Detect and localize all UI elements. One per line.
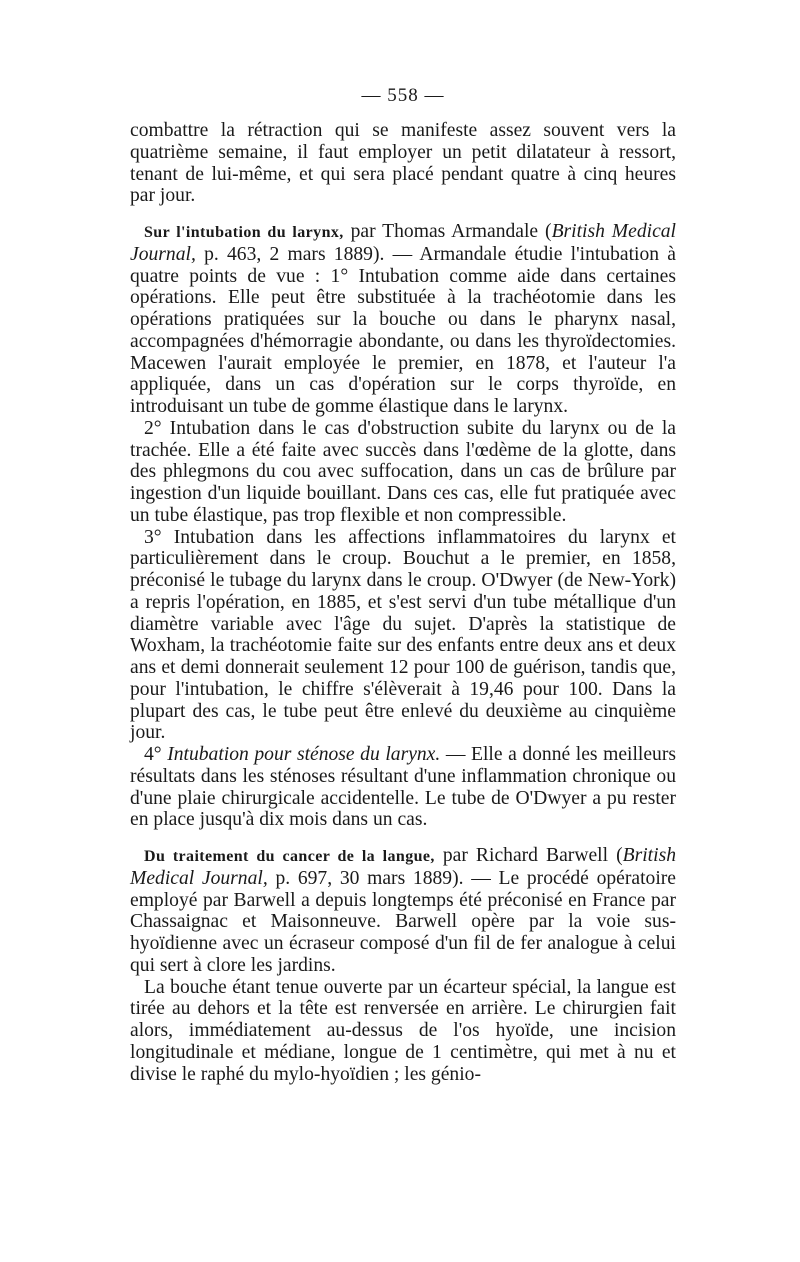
cancer-paragraph-2: La bouche étant tenue ouverte par un écarteur spécial, la langue est tirée au dehors et la tête est renversée en arrière. Le chirurgien fait alors, immédiatement au-dessus de l'os hyoïde, une incision longitudinale et médiane, longue de 1 centimètre, qui met à nu et divise le raphé du mylo-hyoïdien ; les génio- [130, 976, 676, 1085]
article-heading-cancer: Du traitement du cancer de la langue, [144, 848, 435, 865]
article-cancer-langue [130, 845, 676, 977]
article-intubation [130, 221, 676, 418]
book-page [130, 84, 676, 1085]
article-heading-intubation: Sur l'intubation du larynx, [144, 224, 344, 241]
article-author: par Thomas Armandale ( [343, 221, 552, 242]
article-body: p. 697, 30 mars 1889). — Le procédé opératoire employé par Barwell a depuis longtemps été préconisé en France par Chassaignac et Maisonneuve. Barwell opère par la voie sus-hyoïdienne avec un écraseur composé d'un fil de fer analogue à celui qui sert à clore les jardins. [130, 867, 676, 976]
intro-paragraph: combattre la rétraction qui se manifeste assez souvent vers la quatrième semaine, il faut employer un petit dilatateur à ressort, tenant de lui-même, et qui sera placé pendant quatre à cinq heures par jour. [130, 120, 676, 207]
intubation-point-2: 2° Intubation dans le cas d'obstruction subite du larynx ou de la trachée. Elle a été faite avec succès dans l'œdème de la glotte, dans des phlegmons du cou avec suffocation, dans un cas de brûlure par ingestion d'un liquide bouillant. Dans ces cas, elle fut pratiquée avec un tube élastique, pas trop flexible et non compressible. [130, 417, 676, 526]
point-text: — Elle a donné les meilleurs résultats dans les sténoses résultant d'une inflammation chronique ou d'une plaie chirurgicale accidentelle. Le tube de O'Dwyer a pu rester en place jusqu'à dix mois dans un cas. [130, 744, 676, 831]
article-author: par Richard Barwell ( [434, 845, 623, 866]
intubation-point-3: 3° Intubation dans les affections inflammatoires du larynx et particulièrement dans le croup. Bouchut a le premier, en 1858, préconisé le tubage du larynx dans le croup. O'Dwyer (de New-York) a repris l'opération, en 1885, et s'est servi d'un tube métallique d'un diamètre variable avec l'âge du sujet. D'après la statistique de Woxham, la trachéotomie faite sur des enfants entre deux ans et deux ans et demi donnerait seulement 12 pour 100 de guérison, tandis que, pour l'intubation, le chiffre s'élèverait à 19,46 pour 100. Dans la plupart des cas, le tube peut être enlevé du deuxième au cinquième jour. [130, 526, 676, 744]
journal-title: British Medical Journal, [130, 845, 676, 889]
point-title: Intubation pour sténose du larynx. [167, 744, 441, 765]
page-number: — 558 — [361, 85, 445, 106]
article-body: p. 463, 2 mars 1889). — Armandale étudie l'intubation à quatre points de vue : 1° Intubation comme aide dans certaines opérations. Elle peut être substituée à la trachéotomie dans les opérations pratiquées sur la bouche ou dans le pharynx nasal, accompagnées d'hémorragie abondante, ou dans les thyroïdectomies. Macewen l'aurait employée le premier, en 1878, et l'auteur l'a appliquée, dans un cas d'opération sur le corps thyroïde, en introduisant un tube de gomme élastique dans le larynx. [130, 243, 676, 417]
journal-title: British Medical Journal, [130, 221, 677, 265]
intubation-point-4 [130, 744, 676, 831]
point-number: 4° [144, 744, 168, 765]
